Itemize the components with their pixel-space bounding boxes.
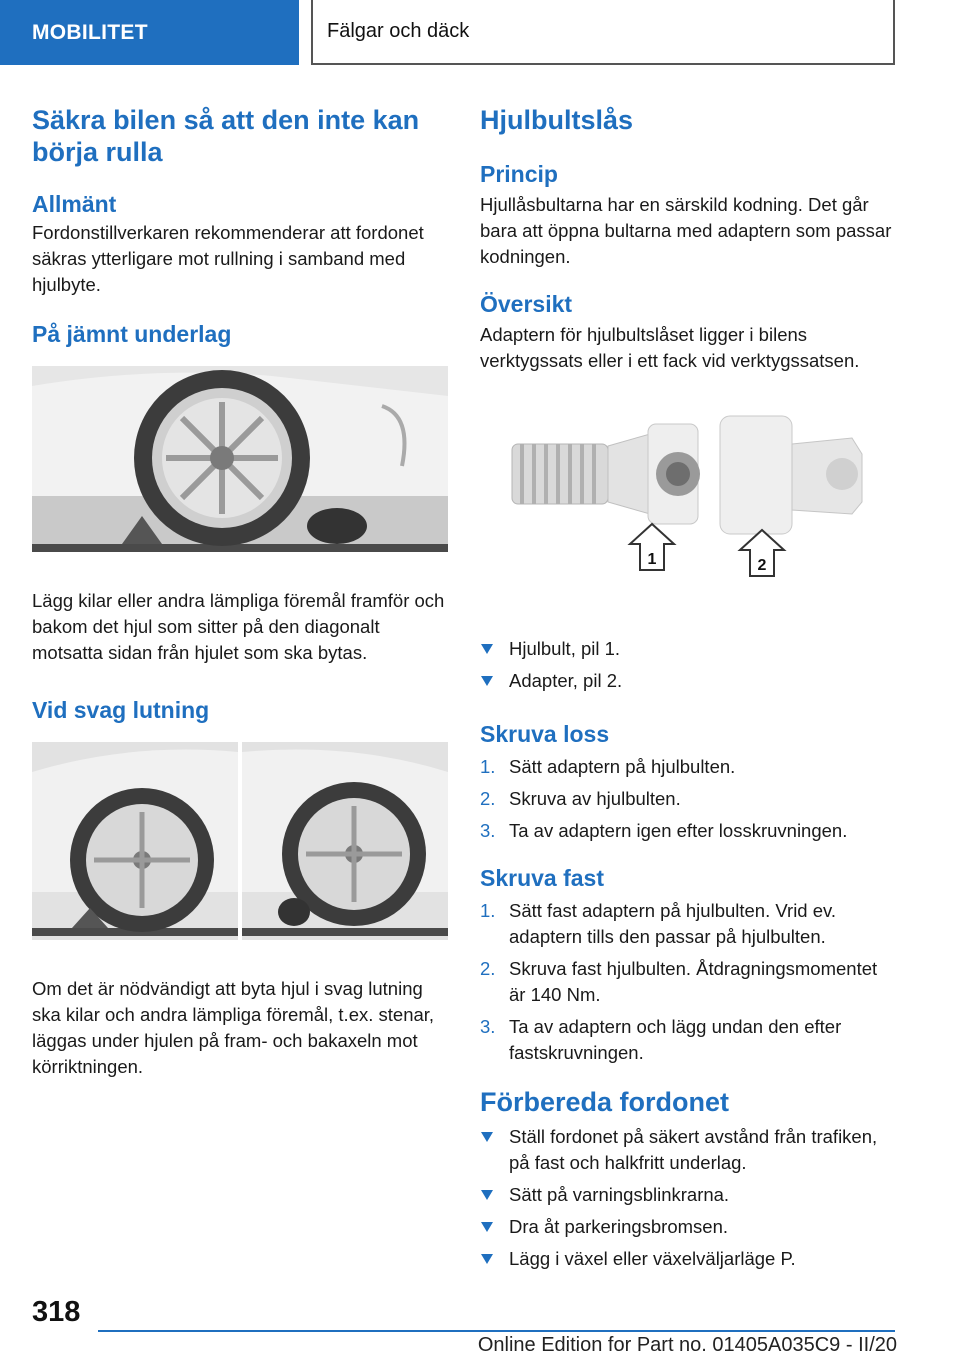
- overview-text: Adaptern för hjulbultslåset ligger i bilens verktygssats eller i ett fack vid verktygssatsen.: [480, 324, 860, 371]
- list-item: 1. Sätt adaptern på hjulbulten.: [480, 756, 736, 777]
- tighten-steps: [480, 898, 898, 1066]
- heading-principle: Princip: [480, 161, 558, 187]
- list-item: 3. Ta av adaptern igen efter losskruvningen.: [480, 820, 848, 841]
- page-number: 318: [32, 1296, 81, 1328]
- section-title-prepare: Förbereda fordonet: [480, 1087, 730, 1117]
- list-item: 1. Sätt fast adaptern på hjulbulten. Vrid ev. adaptern tills den passar på hjulbulten.: [480, 900, 837, 947]
- footer-divider: [98, 1330, 895, 1332]
- list-item: Lägg i växel eller växelväljarläge P.: [480, 1246, 898, 1272]
- list-item: Adapter, pil 2.: [480, 668, 898, 694]
- triangle-bullet-icon: [481, 676, 493, 686]
- list-item: 2. Skruva fast hjulbulten. Åtdragningsmomentet är 140 Nm.: [480, 958, 878, 1005]
- arrow-label-2: 2: [757, 557, 767, 574]
- list-item: Hjulbult, pil 1.: [480, 636, 898, 662]
- parts-list: [480, 636, 898, 694]
- general-text: Fordonstillverkaren rekommenderar att fordonet säkras ytterligare mot rullning i samband med hjulbyte.: [32, 222, 424, 295]
- arrow-label-1: 1: [647, 551, 657, 568]
- loosen-steps: [480, 754, 898, 844]
- triangle-bullet-icon: [481, 1222, 493, 1232]
- triangle-bullet-icon: [481, 644, 493, 654]
- section-title-wheel-lock: Hjulbultslås: [480, 105, 634, 135]
- triangle-bullet-icon: [481, 1254, 493, 1264]
- list-item: Dra åt parkeringsbromsen.: [480, 1214, 898, 1240]
- flat-ground-text: Lägg kilar eller andra lämpliga föremål framför och bakom det hjul som sitter på den diagonalt motsatta sidan från hjulet som ska bytas.: [32, 590, 445, 663]
- left-column: [32, 104, 450, 1080]
- prepare-steps: [480, 1124, 898, 1272]
- list-item: Sätt på varningsblinkrarna.: [480, 1182, 898, 1208]
- slope-wheels-image: [32, 742, 448, 940]
- list-item: 3. Ta av adaptern och lägg undan den efter fastskruvningen.: [480, 1016, 842, 1063]
- principle-text: Hjullåsbultarna har en särskild kodning. Det går bara att öppna bultarna med adaptern som passar kodningen.: [480, 194, 892, 267]
- right-column: [480, 104, 898, 1278]
- section-tab: MOBILITET: [0, 0, 299, 65]
- section-title-securing: Säkra bilen så att den inte kan börja rulla: [32, 105, 420, 167]
- heading-general: Allmänt: [32, 191, 117, 217]
- triangle-bullet-icon: [481, 1190, 493, 1200]
- list-item: Ställ fordonet på säkert avstånd från trafiken, på fast och halkfritt underlag.: [480, 1124, 898, 1176]
- heading-tighten: Skruva fast: [480, 865, 605, 891]
- edition-link[interactable]: Online Edition for Part no. 01405A035C9 - II/20: [477, 1334, 897, 1356]
- chapter-title: Fälgar och däck: [311, 0, 895, 65]
- heading-flat-ground: På jämnt underlag: [32, 321, 232, 347]
- heading-loosen: Skruva loss: [480, 721, 610, 747]
- heading-overview: Översikt: [480, 291, 573, 317]
- wheel-lock-illustration: [480, 394, 896, 612]
- list-item: 2. Skruva av hjulbulten.: [480, 788, 681, 809]
- triangle-bullet-icon: [481, 1132, 493, 1142]
- slope-text: Om det är nödvändigt att byta hjul i svag lutning ska kilar och andra lämpliga föremål, t.ex. stenar, läggas under hjulen på fram- och bakaxeln mot körriktningen.: [32, 978, 435, 1077]
- heading-slight-slope: Vid svag lutning: [32, 697, 210, 723]
- flat-ground-wheel-image: [32, 366, 448, 552]
